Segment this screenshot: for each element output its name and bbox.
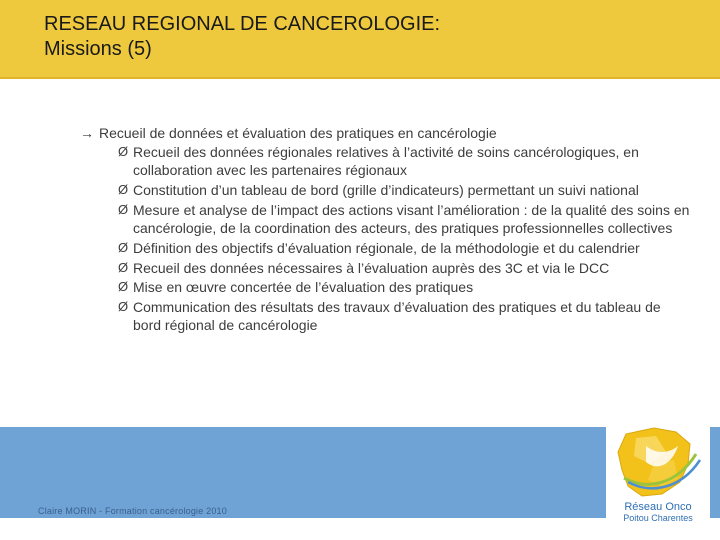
list-item-text: Mise en œuvre concertée de l’évaluation des pratiques: [133, 279, 474, 296]
logo-subtitle: Poitou Charentes: [623, 513, 693, 523]
list-item-text: Recueil des données nécessaires à l’évaluation auprès des 3C et via le DCC: [133, 259, 610, 276]
list-item: [118, 239, 690, 257]
list-item: [118, 259, 690, 277]
arrowhead-bullet-icon: Ø: [118, 299, 129, 315]
list-item-text: Communication des résultats des travaux d’évaluation des pratiques et du tableau de bord régional de cancérologie: [133, 299, 661, 334]
list-item: [118, 181, 690, 199]
slide-title-line2: Missions (5): [44, 38, 152, 60]
logo-name: Réseau Onco: [624, 501, 692, 513]
title-banner-rule: [0, 77, 720, 79]
list-item: [118, 278, 690, 296]
footer-credit: Claire MORIN - Formation cancérologie 2010: [38, 506, 227, 516]
slide-title-line1: RESEAU REGIONAL DE CANCEROLOGIE:: [44, 13, 441, 35]
slide-title: [44, 12, 440, 62]
arrowhead-bullet-icon: Ø: [118, 201, 129, 217]
arrowhead-bullet-icon: Ø: [118, 239, 129, 255]
level1-item: [80, 124, 690, 142]
list-item: [118, 201, 690, 238]
region-map-icon: [606, 424, 710, 502]
sub-list: [80, 143, 690, 335]
list-item: [118, 143, 690, 180]
arrowhead-bullet-icon: Ø: [118, 279, 129, 295]
arrowhead-bullet-icon: Ø: [118, 181, 129, 197]
list-item-text: Définition des objectifs d’évaluation régionale, de la méthodologie et du calendrier: [133, 239, 640, 256]
arrowhead-bullet-icon: Ø: [118, 143, 129, 159]
list-item-text: Mesure et analyse de l’impact des actions visant l’amélioration : de la qualité des soins en cancérologie, de la coordination des acteurs, des pratiques professionnelles collectives: [133, 201, 690, 236]
level1-text: Recueil de données et évaluation des pratiques en cancérologie: [99, 125, 497, 141]
list-item: [118, 298, 690, 335]
slide-content: [80, 124, 690, 336]
arrow-right-icon: →: [80, 125, 94, 141]
arrowhead-bullet-icon: Ø: [118, 259, 129, 275]
list-item-text: Constitution d’un tableau de bord (grille d’indicateurs) permettant un suivi national: [133, 181, 639, 198]
list-item-text: Recueil des données régionales relatives à l’activité de soins cancérologiques, en collaboration avec les partenaires régionaux: [133, 143, 639, 179]
